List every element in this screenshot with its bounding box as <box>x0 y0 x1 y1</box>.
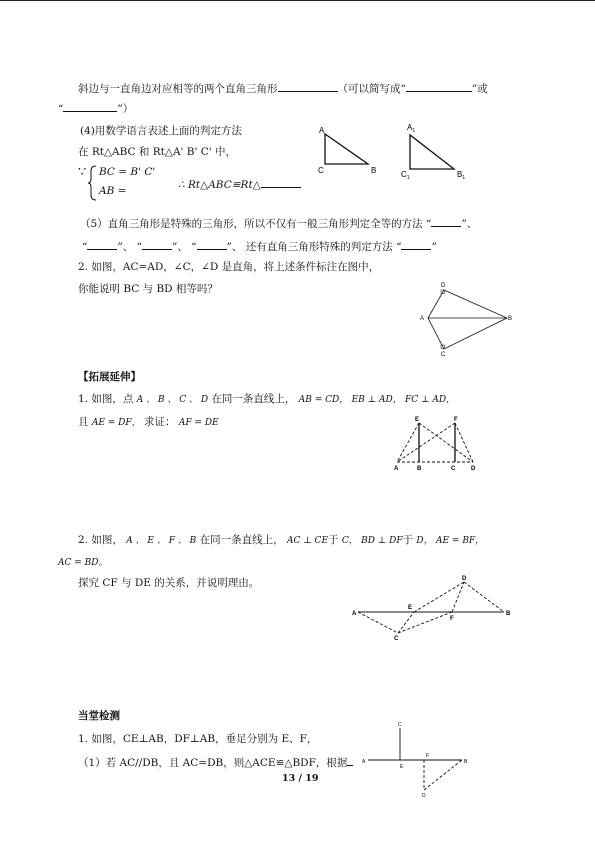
part5-line2 <box>82 238 437 254</box>
quote: ”、 还有直角三角形特殊的判定方法 “ <box>226 241 402 253</box>
text: 2. 如图， <box>78 534 123 546</box>
text: C， <box>341 536 358 546</box>
kite-figure <box>420 282 515 357</box>
label-a: A <box>362 759 366 765</box>
question2-line2: 你能说明 BC 与 BD 相等吗？ <box>78 283 218 295</box>
label-b: B <box>508 316 513 322</box>
answer-blank[interactable] <box>197 238 227 250</box>
quote: ”、 “ <box>117 241 142 253</box>
extension1-line1 <box>78 392 455 407</box>
test1-line1: 1. 如图，CE⊥AB，DF⊥AB，垂足分别为 E、F， <box>78 733 318 745</box>
condition-eb-ad: EB ⊥ AD， <box>351 395 402 405</box>
label-f: F <box>450 616 454 622</box>
quote: “ <box>82 241 88 253</box>
answer-blank[interactable] <box>63 100 117 112</box>
label-b: B <box>371 166 377 175</box>
condition-ae-bf: AE = BF， <box>435 536 485 546</box>
condition-ae-df: AE = DF， <box>91 418 141 428</box>
close-quote: ”） <box>117 103 134 115</box>
part5-text: （5）直角三角形是特殊的三角形，所以不仅有一般三角形判定全等的方法 “ <box>80 218 432 230</box>
condition-ac-ce: AC ⊥ CE <box>286 536 329 546</box>
or-text: ”或 <box>471 83 488 95</box>
text: 求证： <box>143 416 176 428</box>
hl-sentence-line1 <box>78 80 488 96</box>
extension2-line3: 探究 CF 与 DE 的关系，并说明理由。 <box>78 577 260 589</box>
right-triangles-figure <box>315 125 475 180</box>
label-b: B <box>506 611 511 617</box>
text: D， <box>416 536 433 546</box>
label-a: A <box>352 611 357 617</box>
answer-blank[interactable] <box>347 754 353 766</box>
text: 1. 如图，点 <box>78 393 134 405</box>
part5-text-end: ”、 <box>461 218 478 230</box>
condition-ab-cd: AB = CD， <box>298 395 349 405</box>
answer-blank[interactable] <box>406 80 472 92</box>
quote: ”、 “ <box>171 241 197 253</box>
extension2-figure <box>352 572 512 642</box>
label-d: D <box>441 283 446 289</box>
label-c1: $C_1$ <box>401 170 410 181</box>
label-d: D <box>462 576 467 582</box>
page-number: 13 / 19 <box>282 773 319 784</box>
part5-line1 <box>80 215 477 231</box>
label-a: A <box>420 316 425 322</box>
test1-figure <box>362 722 472 797</box>
answer-blank[interactable] <box>142 238 172 250</box>
label-e: E <box>415 417 420 423</box>
quote: ” <box>431 241 437 253</box>
hl-sentence-line2 <box>58 100 133 116</box>
label-c: C <box>441 352 446 358</box>
answer-blank[interactable] <box>431 215 461 227</box>
label-e: E <box>400 764 404 770</box>
brace-icon <box>88 165 98 201</box>
extension1-line2 <box>78 415 219 430</box>
section-check-heading: 当堂检测 <box>78 710 120 722</box>
text: 于 <box>328 534 339 546</box>
extension1-figure <box>393 414 483 474</box>
section-extension-heading: 【拓展延伸】 <box>78 371 141 383</box>
label-a: A <box>394 466 399 472</box>
conclusion-text: ∴ Rt△ABC≌Rt△ <box>178 179 261 191</box>
question2-line1: 2. 如图，AC=AD，∠C，∠D 是直角，将上述条件标注在图中， <box>78 261 380 273</box>
part4-title: (4)用数学语言表述上面的判定方法 <box>80 125 242 137</box>
label-b: B <box>417 466 422 472</box>
text: 在同一条直线上， <box>199 534 284 546</box>
label-e: E <box>408 605 413 611</box>
answer-blank[interactable] <box>261 176 301 188</box>
text: 在同一条直线上， <box>211 393 296 405</box>
triangle-a1b1c1 <box>410 135 454 169</box>
equation-ab: AB = <box>99 185 127 197</box>
label-f: F <box>426 753 430 759</box>
triangle-abc <box>325 134 368 164</box>
label-b1: $B_1$ <box>457 170 466 181</box>
label-c: C <box>394 636 399 642</box>
goal-af-de: AF = DE <box>178 418 219 428</box>
hl-sentence: 斜边与一直角边对应相等的两个直角三角形 <box>78 83 278 95</box>
abbr-text: （可以简写成“ <box>337 83 406 95</box>
extension2-line2: AC = BD。 <box>58 558 108 568</box>
extension2-line1 <box>78 533 484 548</box>
label-a: A <box>319 126 325 135</box>
condition-fc-ad: FC ⊥ AD， <box>405 395 456 405</box>
label-d: D <box>471 466 476 472</box>
points-text: A 、 B 、 C 、 D <box>136 395 209 405</box>
condition-bd-df: BD ⊥ DF <box>361 536 403 546</box>
open-quote: “ <box>58 103 64 115</box>
label-f: F <box>454 417 458 423</box>
label-b: B <box>464 759 468 765</box>
label-a1: $A_1$ <box>407 123 416 134</box>
test1-text: （1）若 AC//DB，且 AC=DB，则△ACE≌△BDF，根据 <box>78 757 348 769</box>
label-c: C <box>398 722 402 728</box>
test1-line2 <box>78 754 353 770</box>
label-d: D <box>422 793 426 799</box>
answer-blank[interactable] <box>278 80 338 92</box>
header-rule <box>0 0 595 1</box>
points-text: A 、 E 、 F 、 B <box>126 536 197 546</box>
equation-bc: BC = B' C' <box>99 166 156 178</box>
label-c: C <box>318 166 324 175</box>
text: 于 <box>402 534 414 546</box>
text: 且 <box>78 416 89 428</box>
label-c: C <box>451 466 456 472</box>
answer-blank[interactable] <box>401 238 431 250</box>
because-symbol: ∵ <box>78 165 87 180</box>
answer-blank[interactable] <box>87 238 117 250</box>
part4-intro: 在 Rt△ABC 和 Rt△A' B' C' 中， <box>78 146 236 158</box>
conclusion-line <box>178 176 301 192</box>
